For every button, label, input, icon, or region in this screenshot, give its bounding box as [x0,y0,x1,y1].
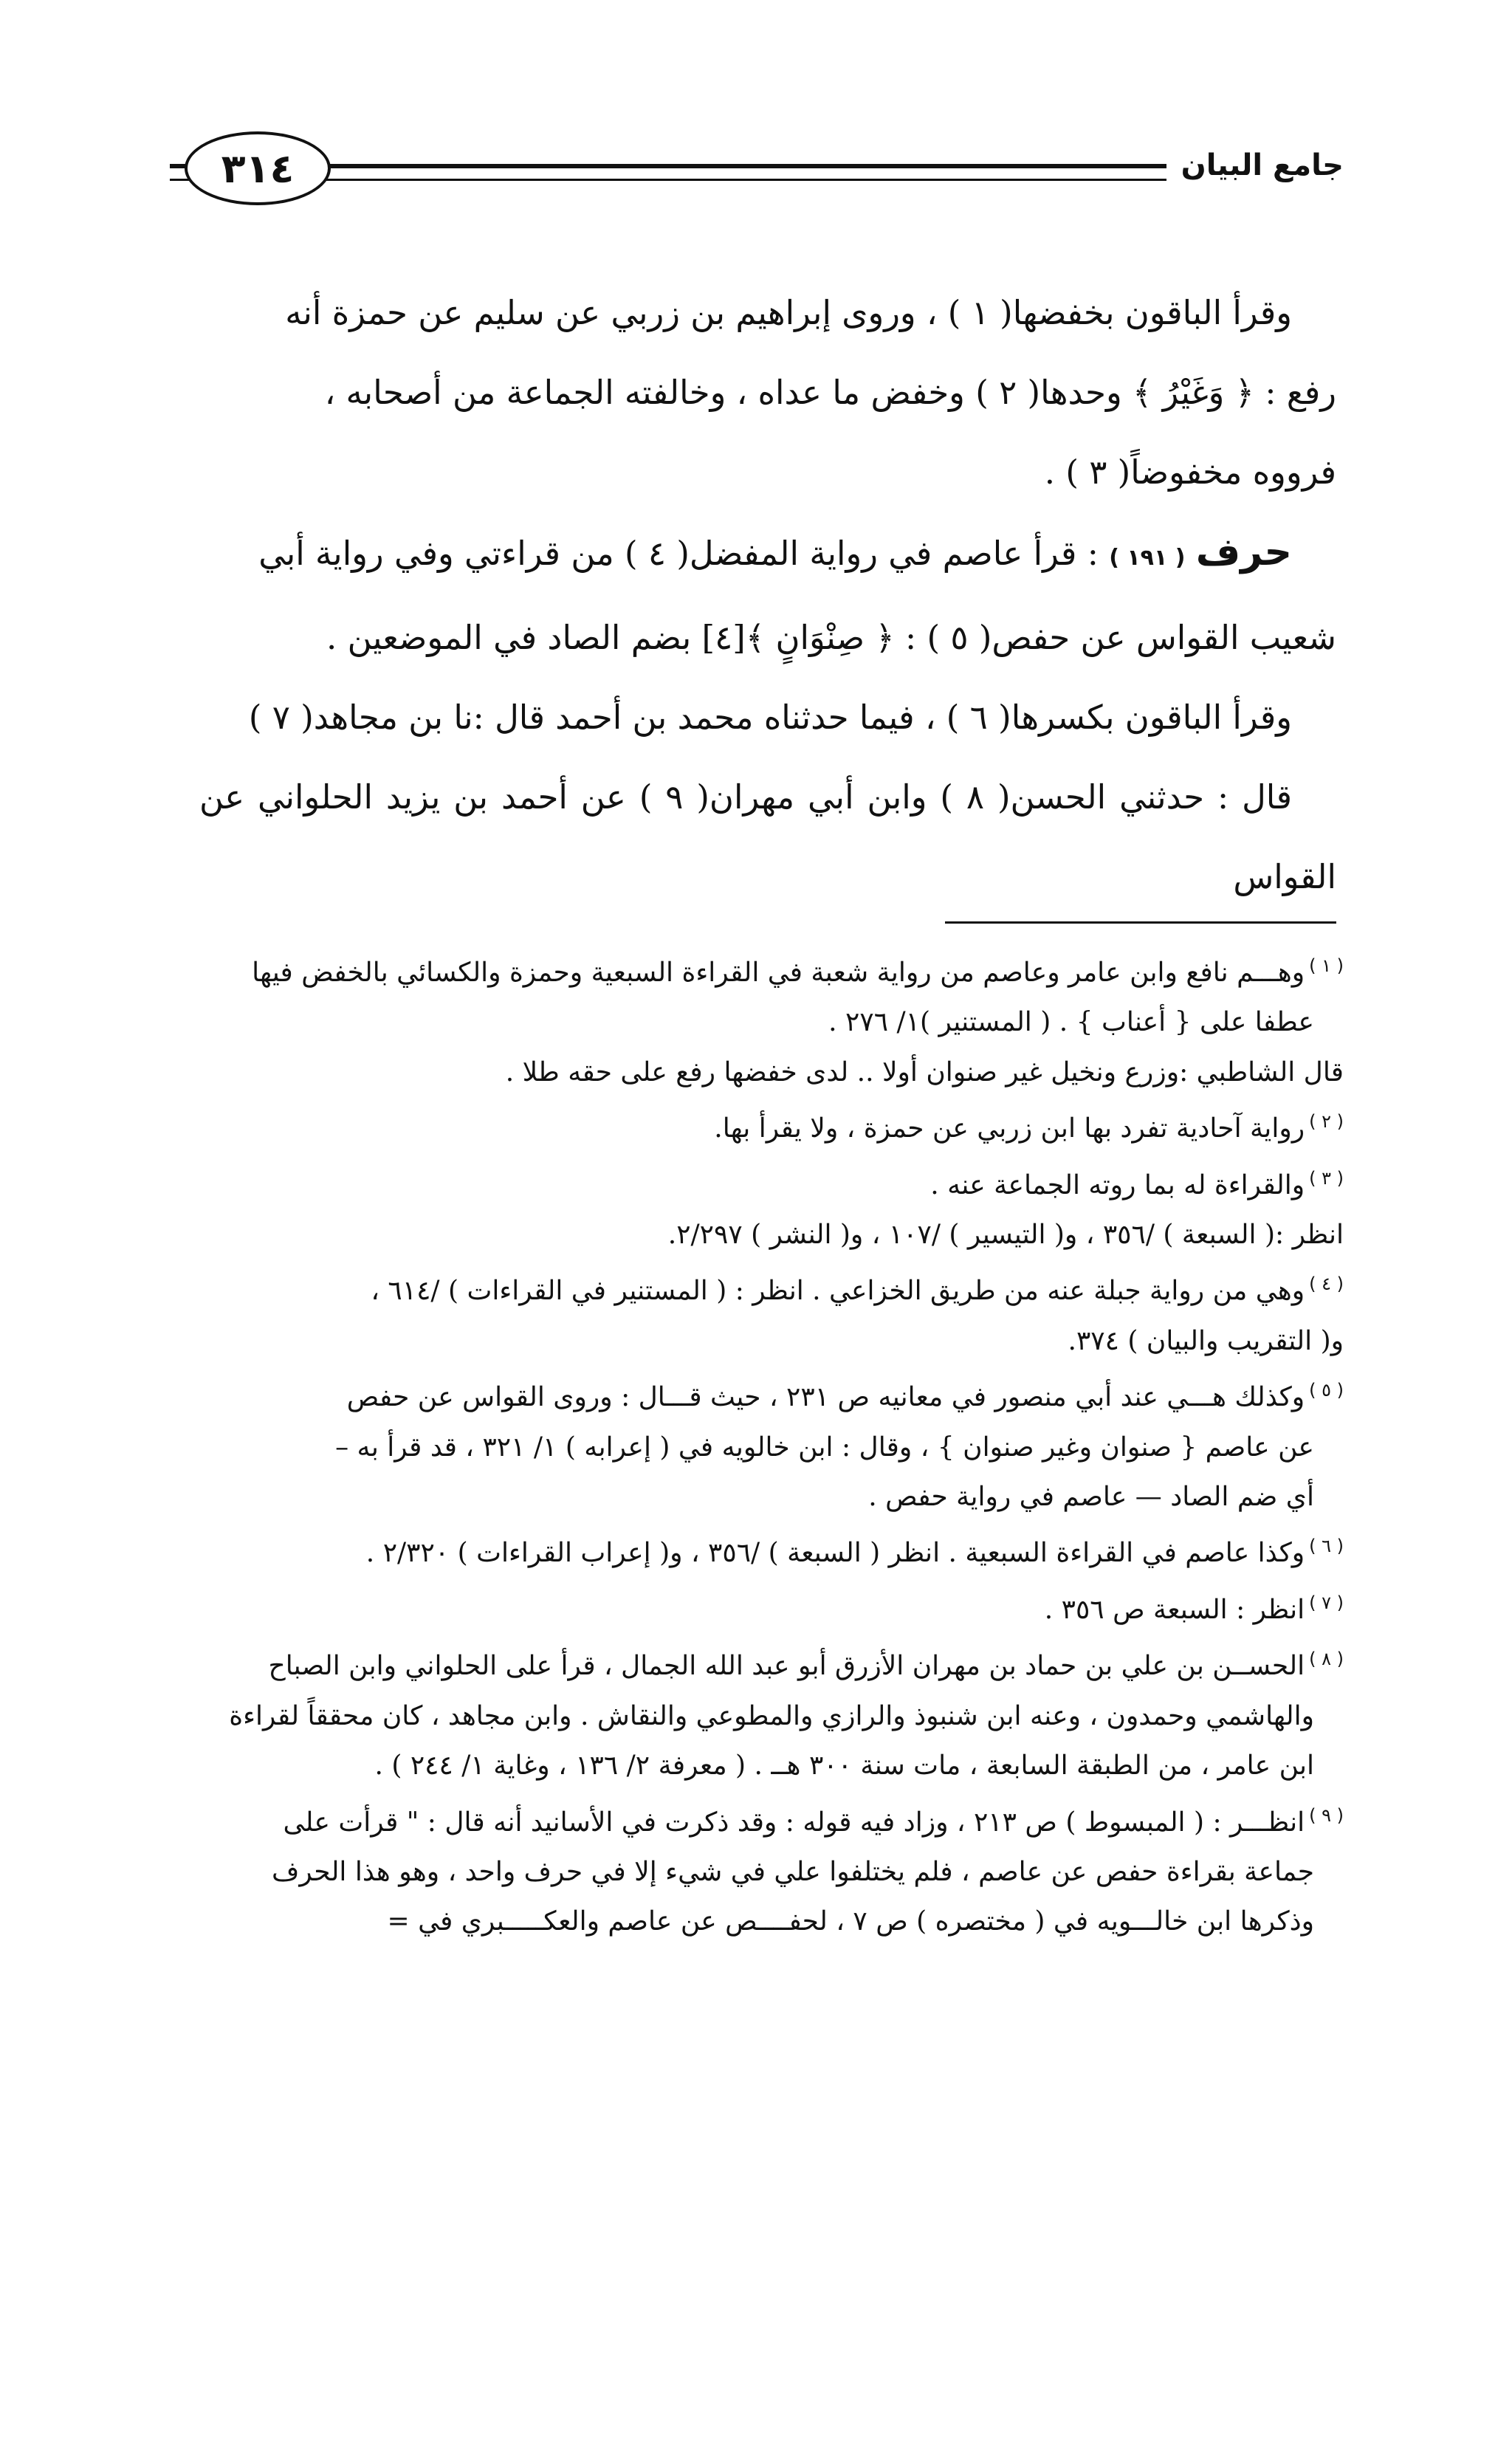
footnote-continuation: و( التقريب والبيان ) ٣٧٤. [1068,1325,1344,1356]
footnote-text: وكذا عاصم في القراءة السبعية . انظر ( السبعة ) /٣٥٦ ، و( إعراب القراءات ) ٢/٣٢٠ . [365,1538,1305,1569]
footnote-marker: ( ٨ ) [1309,1649,1344,1670]
footnote-marker: ( ٥ ) [1309,1380,1344,1401]
main-text [199,273,1336,917]
footnote [185,941,1344,997]
footnote-continuation: وذكرها ابن خالـــويه في ( مختصره ) ص ٧ ، لحفــــص عن عاصم والعكـــــبري في = [387,1906,1314,1937]
footnote-text: وكذلك هـــي عند أبي منصور في معانيه ص ٢٣١ ، حيث قـــال : وروى القواس عن حفص [346,1382,1305,1413]
footnote-marker: ( ٦ ) [1309,1536,1344,1557]
footnote-text: الحســن بن علي بن حماد بن مهران الأزرق أبو عبد الله الجمال ، قرأ على الحلواني وابن الصباح [268,1651,1305,1682]
main-line: فرووه مخفوضاً( ٣ ) . [1044,453,1336,492]
footnote-marker: ( ٤ ) [1309,1274,1344,1295]
footnote-continuation: جماعة بقراءة حفص عن عاصم ، فلم يختلفوا علي في شيء إلا في حرف واحد ، وهو هذا الحرف [272,1856,1314,1887]
harf-number: ( ١٩١ ) [1109,545,1186,571]
footnote-continuation: والهاشمي وحمدون ، وعنه ابن شنبوذ والرازي والمطوعي والنقاش . وابن مجاهد ، كان محققاً لقراءة [229,1700,1314,1731]
main-line: رفع : ﴿ وَغَيْرُ ﴾ وحدها( ٢ ) وخفض ما عداه ، وخالفته الجماعة من أصحابه ، [324,373,1336,412]
footnote-text: انظـــر : ( المبسوط ) ص ٢١٣ ، وزاد فيه قوله : وقد ذكرت في الأسانيد أنه قال : " قرأت على [283,1807,1305,1838]
harf-line [199,512,1336,598]
harf-label: حرف [1195,530,1292,574]
footnote [185,1097,1344,1153]
book-title: جامع البيان [1181,148,1344,182]
footnote [185,1635,1344,1691]
footnote-continuation: عطفا على { أعناب } . ( المستنير )١/ ٢٧٦ . [828,1007,1314,1038]
footnote-text: انظر : السبعة ص ٣٥٦ . [1044,1594,1305,1625]
footnote [185,1260,1344,1316]
main-line: وقرأ الباقون بكسرها( ٦ ) ، فيما حدثناه محمد بن أحمد قال :نا بن مجاهد( ٧ ) [248,698,1292,737]
page-number: ٣١٤ [185,131,331,205]
footnote-text: رواية آحادية تفرد بها ابن زربي عن حمزة ، ولا يقرأ بها. [714,1113,1305,1144]
footnote-text: والقراءة له بما روته الجماعة عنه . [930,1169,1305,1200]
main-line: قال : حدثني الحسن( ٨ ) وابن أبي مهران( ٩ ) عن أحمد بن يزيد الحلواني عن القواس [199,777,1336,896]
footnote-marker: ( ٩ ) [1309,1804,1344,1826]
footnote-continuation: انظر :( السبعة ) /٣٥٦ ، و( التيسير ) /١٠٧ ، و( النشر ) ٢/٢٩٧. [667,1220,1344,1251]
footnote-marker: ( ٧ ) [1309,1592,1344,1613]
footnote-marker: ( ٣ ) [1309,1167,1344,1189]
footnote-continuation: قال الشاطبي :وزرع ونخيل غير صنوان أولا .. لدى خفضها رفع على حقه طلا . [505,1057,1344,1088]
footnote-marker: ( ٢ ) [1309,1111,1344,1133]
footnote-separator [945,921,1336,924]
footnote-text: وهـــم نافع وابن عامر وعاصم من رواية شعبة في القراءة السبعية وحمزة والكسائي بالخفض فيها [252,958,1305,988]
footnote-continuation: ابن عامر ، من الطبقة السابعة ، مات سنة ٣٠٠ هــ . ( معرفة ٢/ ١٣٦ ، وغاية ١/ ٢٤٤ ) . [374,1750,1314,1782]
page-header [148,126,1344,214]
main-line: شعيب القواس عن حفص( ٥ ) : ﴿ صِنْوَانٍ ﴾[٤] بضم الصاد في الموضعين . [326,618,1336,657]
footnote-continuation: أي ضم الصاد — عاصم في رواية حفص . [868,1482,1314,1513]
footnote-text: وهي من رواية جبلة عنه من طريق الخزاعي . انظر : ( المستنير في القراءات ) /٦١٤ ، [371,1276,1305,1307]
footnote [185,1522,1344,1578]
footnotes [185,941,1344,1947]
footnote [185,1578,1344,1635]
footnote-marker: ( ١ ) [1309,955,1344,976]
main-line: وقرأ الباقون بخفضها( ١ ) ، وروى إبراهيم بن زربي عن سليم عن حمزة أنه [285,293,1292,332]
footnote [185,1366,1344,1422]
footnote [185,1154,1344,1210]
footnote [185,1791,1344,1847]
harf-text: : قرأ عاصم في رواية المفضل( ٤ ) من قراءتي وفي رواية أبي [258,534,1110,573]
footnote-continuation: عن عاصم { صنوان وغير صنوان } ، وقال : ابن خالويه في ( إعرابه ) ١/ ٣٢١ ، قد قرأ به – [335,1432,1314,1463]
